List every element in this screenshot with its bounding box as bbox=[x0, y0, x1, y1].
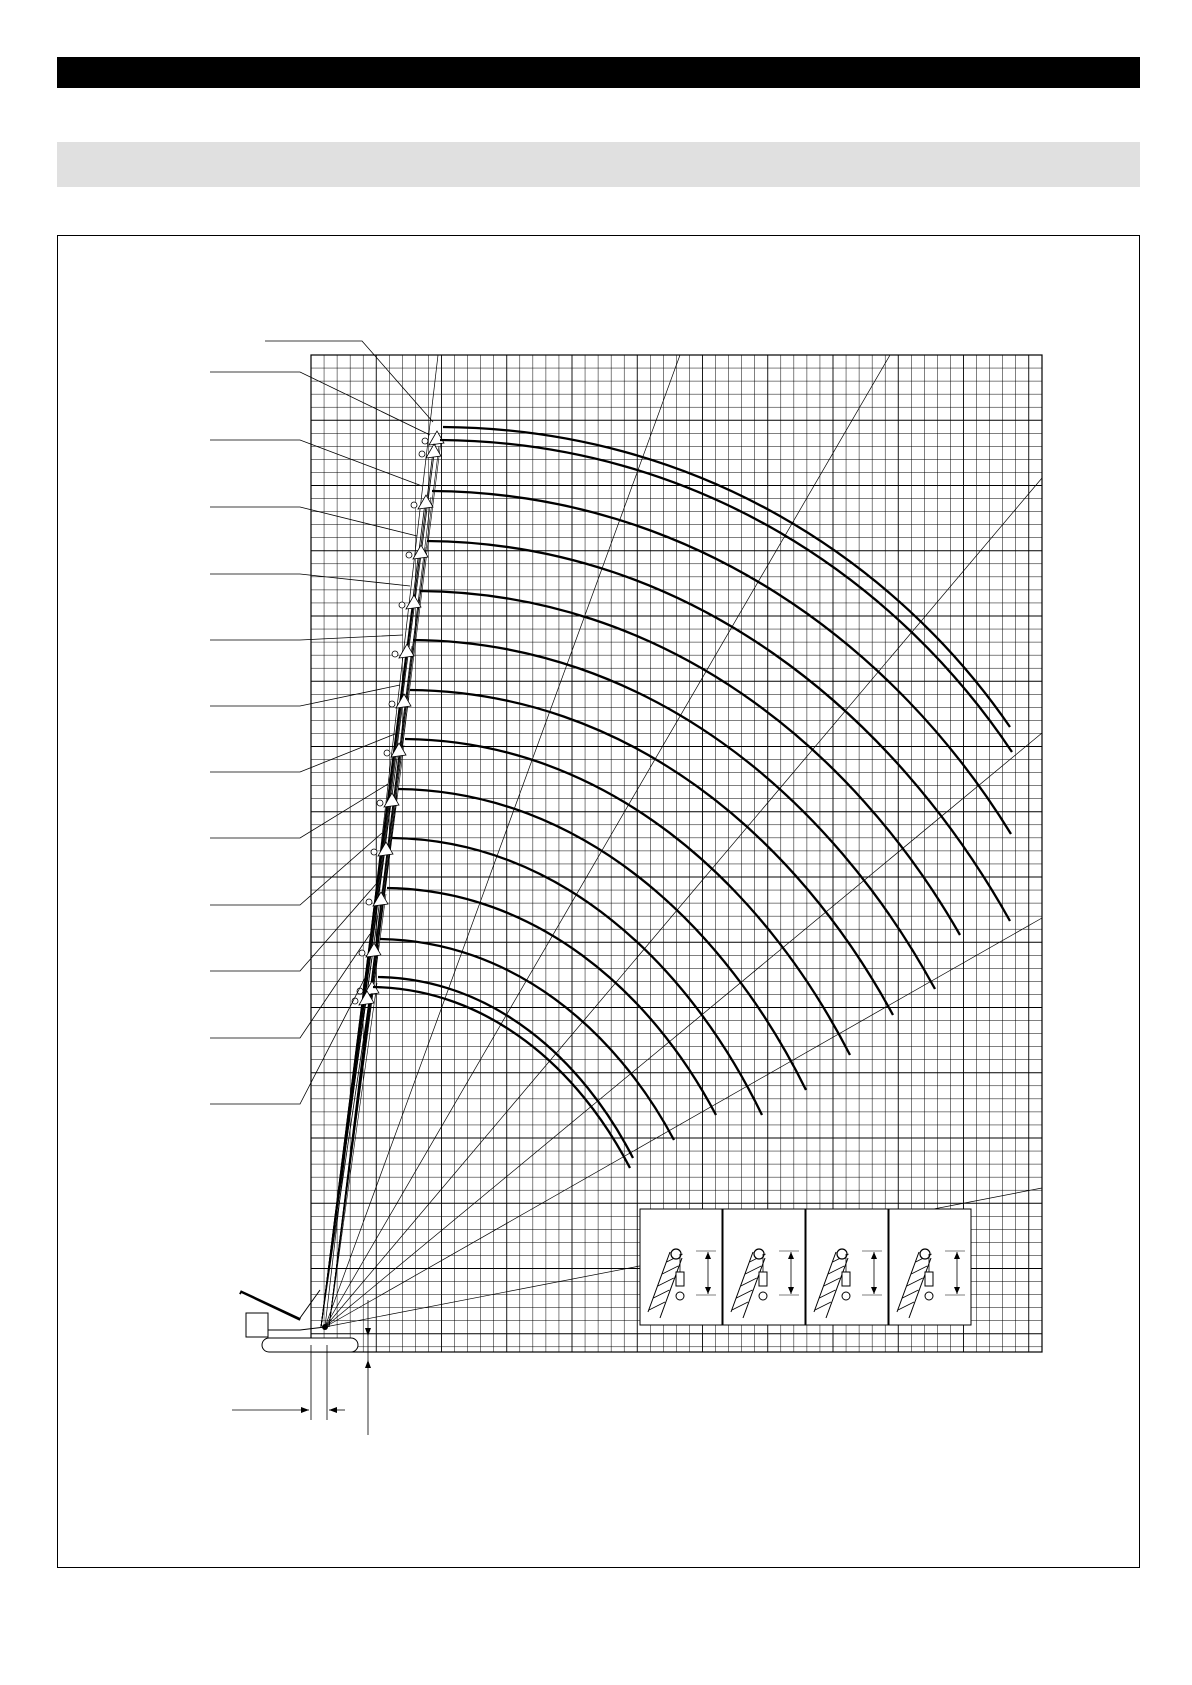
hook-block-icon bbox=[925, 1272, 933, 1286]
hook-icon bbox=[359, 950, 365, 956]
boom-pivot-icon bbox=[322, 1324, 328, 1330]
leader-line bbox=[210, 784, 388, 838]
leader-line bbox=[210, 440, 422, 486]
leader-line bbox=[210, 934, 370, 1038]
hook-detail-panels bbox=[640, 1209, 971, 1325]
footer-artifact bbox=[0, 1674, 280, 1684]
crane-base-icon bbox=[240, 1290, 358, 1352]
hook-block-icon bbox=[842, 1272, 850, 1286]
arrow-up-icon bbox=[365, 1360, 371, 1368]
hook-icon bbox=[371, 849, 377, 855]
boom-angle-line bbox=[325, 355, 438, 1327]
panel-frame bbox=[723, 1209, 805, 1325]
heavy-hook-detail bbox=[723, 1209, 805, 1325]
upperstructure-outline bbox=[268, 1327, 325, 1330]
arrow-left-icon bbox=[329, 1407, 337, 1413]
boom-angle-line bbox=[325, 355, 680, 1327]
load-curve bbox=[378, 977, 633, 1158]
arrow-down-icon bbox=[365, 1328, 371, 1336]
hook-icon bbox=[925, 1292, 933, 1300]
sheave-icon bbox=[920, 1249, 930, 1259]
hook-icon bbox=[366, 899, 372, 905]
hook-icon bbox=[411, 502, 417, 508]
hook-icon bbox=[389, 701, 395, 707]
panel-frame bbox=[640, 1209, 722, 1325]
main-hook-detail bbox=[640, 1209, 722, 1325]
leader-line bbox=[210, 833, 382, 905]
aux-hook-detail bbox=[806, 1209, 888, 1325]
panel-frame bbox=[889, 1209, 971, 1325]
leader-line bbox=[210, 734, 395, 772]
leader-line bbox=[210, 574, 410, 586]
load-curve bbox=[420, 591, 960, 935]
boom-configurations bbox=[321, 431, 444, 1327]
leader-line bbox=[210, 685, 400, 706]
mast-line bbox=[300, 1290, 320, 1318]
hook-icon bbox=[422, 438, 428, 444]
boom-line bbox=[321, 991, 367, 1327]
panel-frame bbox=[806, 1209, 888, 1325]
load-curve bbox=[373, 987, 630, 1168]
hook-icon bbox=[676, 1292, 684, 1300]
hook-icon bbox=[399, 602, 405, 608]
load-curve bbox=[380, 939, 674, 1140]
hook-icon bbox=[759, 1292, 767, 1300]
boom-angle-line bbox=[325, 478, 1042, 1327]
jib-hook-detail bbox=[889, 1209, 971, 1325]
hook-block-icon bbox=[759, 1272, 767, 1286]
hook-icon bbox=[419, 451, 425, 457]
boom-angle-line bbox=[325, 355, 890, 1327]
sheave-icon bbox=[837, 1249, 847, 1259]
sheave-icon bbox=[671, 1249, 681, 1259]
sheave-icon bbox=[754, 1249, 764, 1259]
leader-line bbox=[210, 883, 377, 971]
load-curves bbox=[373, 427, 1012, 1168]
load-curve bbox=[398, 789, 806, 1090]
arrow-right-icon bbox=[301, 1407, 309, 1413]
hook-icon bbox=[842, 1292, 850, 1300]
boom-line bbox=[321, 981, 372, 1327]
hook-icon bbox=[377, 800, 383, 806]
hook-icon bbox=[406, 552, 412, 558]
cab-icon bbox=[246, 1313, 268, 1337]
load-curve bbox=[413, 640, 935, 989]
leader-line bbox=[210, 635, 403, 640]
hook-block-icon bbox=[676, 1272, 684, 1286]
boom-line bbox=[329, 993, 372, 1327]
crawler-track-icon bbox=[262, 1338, 358, 1352]
hook-icon bbox=[392, 651, 398, 657]
leader-line bbox=[265, 341, 433, 422]
hook-icon bbox=[384, 750, 390, 756]
